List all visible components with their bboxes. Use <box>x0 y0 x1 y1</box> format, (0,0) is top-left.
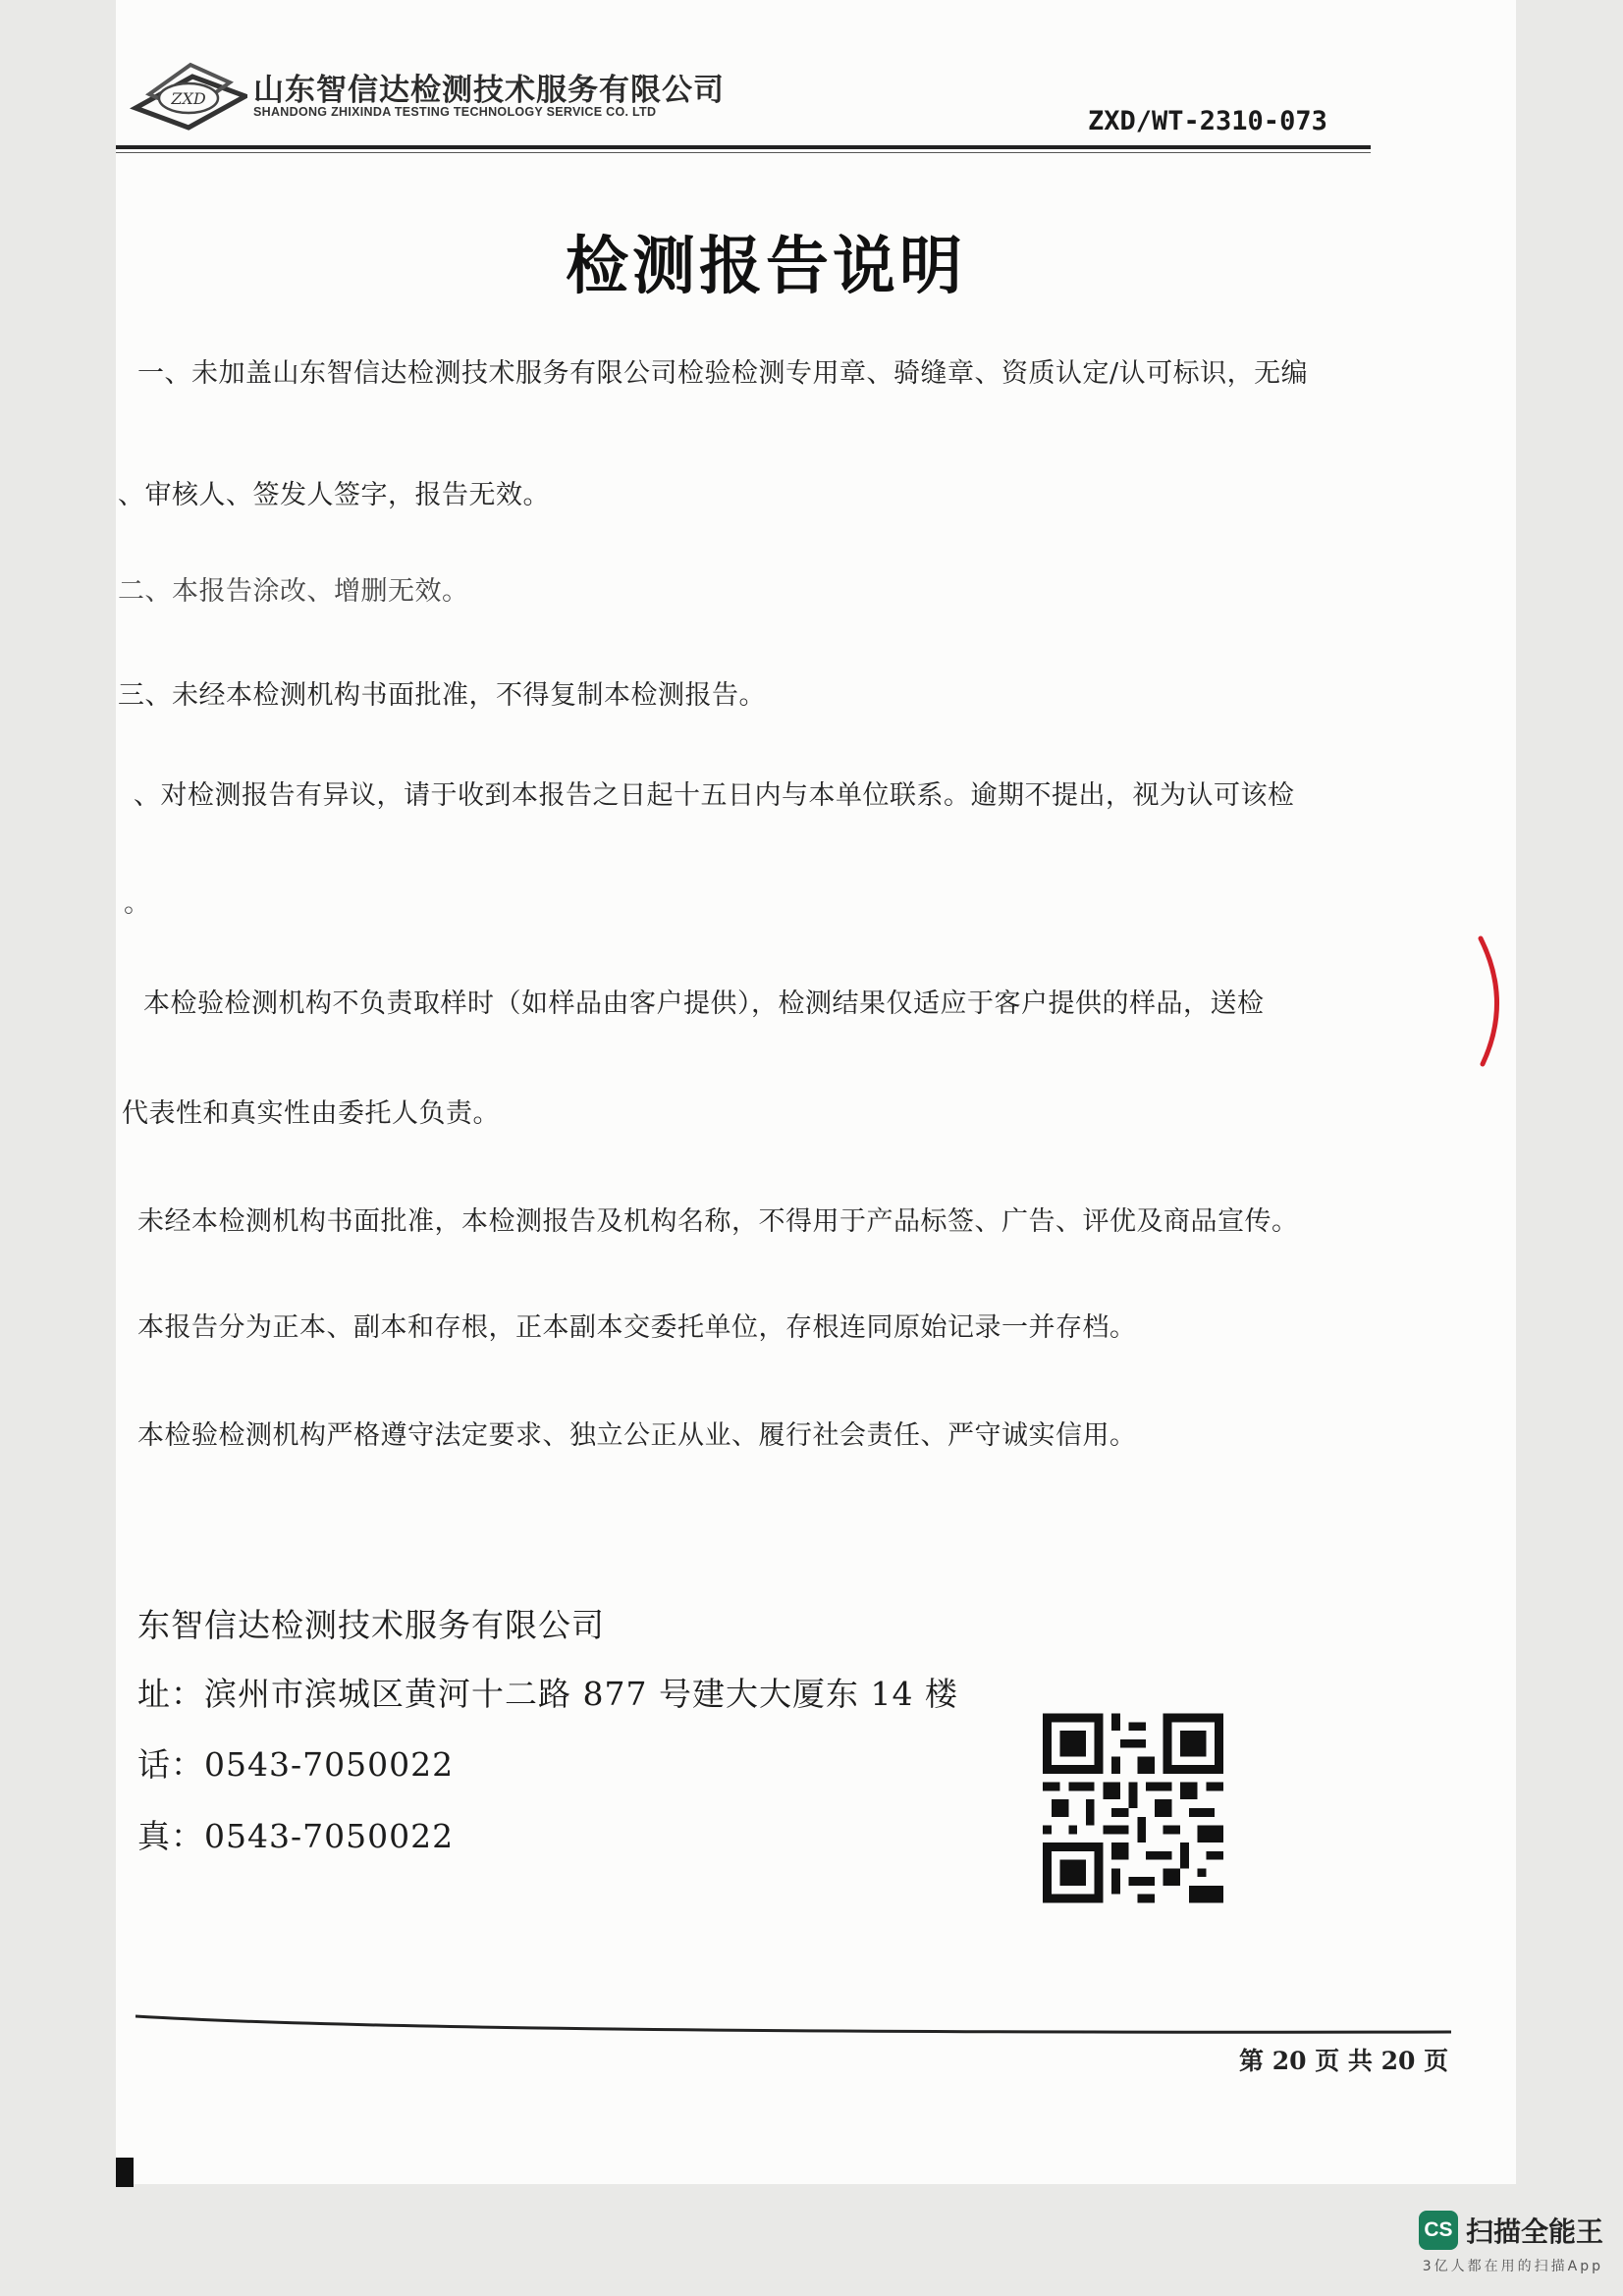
paragraph-4-line-1: 、对检测报告有异议，请于收到本报告之日起十五日内与本单位联系。逾期不提出，视为认可该检 <box>134 780 1295 811</box>
paragraph-1-line-2: 、审核人、签发人签字，报告无效。 <box>118 480 550 510</box>
contact-company: 东智信达检测技术服务有限公司 <box>137 1606 605 1644</box>
paragraph-5-line-1: 本检验检测机构不负责取样时（如样品由客户提供），检测结果仅适应于客户提供的样品，送检 <box>143 988 1265 1019</box>
paragraph-2: 二、本报告涂改、增删无效。 <box>118 576 469 607</box>
paragraph-6: 未经本检测机构书面批准，本检测报告及机构名称，不得用于产品标签、广告、评优及商品宣传。 <box>137 1206 1299 1237</box>
scanner-app-tagline: 3亿人都在用的扫描App <box>1422 2259 1603 2274</box>
header-rule-thin <box>116 152 1371 153</box>
company-name-en: SHANDONG ZHIXINDA TESTING TECHNOLOGY SERVICE CO. LTD <box>253 105 657 119</box>
scan-edge-mark <box>116 2158 134 2187</box>
paragraph-8: 本检验检测机构严格遵守法定要求、独立公正从业、履行社会责任、严守诚实信用。 <box>137 1420 1137 1451</box>
logo-text: ZXD <box>171 89 206 108</box>
contact-phone: 话：0543-7050022 <box>137 1745 455 1784</box>
qr-code <box>1043 1712 1223 1904</box>
footer-rule <box>135 2010 1451 2038</box>
company-logo <box>130 57 247 133</box>
page-counter: 第 20 页 共 20 页 <box>1239 2047 1449 2075</box>
paragraph-4-line-2: 。 <box>124 888 151 919</box>
scanner-app-icon: CS <box>1419 2211 1458 2250</box>
paragraph-1-line-1: 一、未加盖山东智信达检测技术服务有限公司检验检测专用章、骑缝章、资质认定/认可标识，无编 <box>137 358 1309 389</box>
company-name-cn: 山东智信达检测技术服务有限公司 <box>253 73 725 108</box>
scanner-app-name: 扫描全能王 <box>1465 2216 1603 2248</box>
paragraph-5-line-2: 代表性和真实性由委托人负责。 <box>122 1098 500 1129</box>
report-number: ZXD/WT-2310-073 <box>1088 106 1327 136</box>
contact-fax: 真：0543-7050022 <box>137 1817 455 1855</box>
paragraph-7: 本报告分为正本、副本和存根，正本副本交委托单位，存根连同原始记录一并存档。 <box>137 1312 1137 1343</box>
seam-stamp-fragment <box>1473 933 1512 1070</box>
document-title: 检测报告说明 <box>566 231 966 303</box>
contact-address: 址：滨州市滨城区黄河十二路 877 号建大大厦东 14 楼 <box>137 1675 958 1713</box>
header-rule <box>116 145 1371 149</box>
scanner-watermark <box>1419 2211 1603 2275</box>
paragraph-3: 三、未经本检测机构书面批准，不得复制本检测报告。 <box>118 680 766 711</box>
